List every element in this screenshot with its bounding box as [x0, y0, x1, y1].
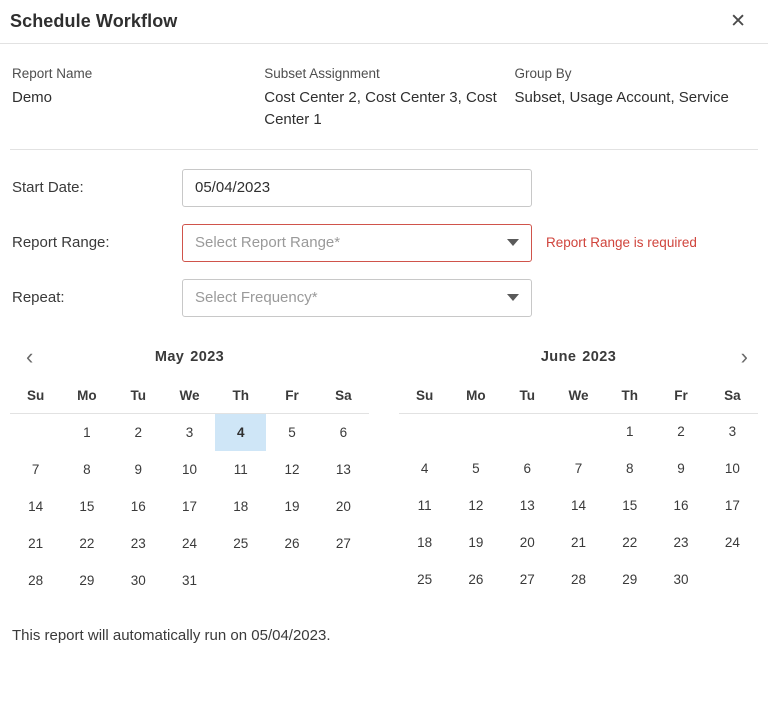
calendar-week-row — [399, 413, 758, 450]
calendar-week-row — [399, 524, 758, 561]
calendar-right-body — [399, 413, 758, 598]
calendar-week-row — [10, 451, 369, 488]
repeat-label: Repeat: — [12, 289, 65, 306]
summary-report-name — [10, 66, 264, 131]
calendar-day[interactable]: 13 — [335, 461, 351, 477]
calendar-day[interactable]: 28 — [28, 572, 44, 588]
calendar-day[interactable]: 22 — [622, 535, 638, 550]
report-range-label: Report Range: — [12, 234, 110, 251]
calendar-day[interactable]: 15 — [79, 498, 95, 514]
calendar-day[interactable]: 2 — [134, 424, 142, 440]
calendar-day[interactable]: 14 — [28, 498, 44, 514]
calendar-week-row — [10, 413, 369, 451]
calendar-day[interactable]: 26 — [284, 535, 300, 551]
start-date-input[interactable] — [182, 169, 532, 207]
calendar-empty-cell — [450, 413, 501, 450]
weekday-header: Th — [604, 378, 655, 414]
calendar-week-row — [10, 562, 369, 599]
calendar-day[interactable]: 10 — [724, 461, 740, 476]
calendar-left — [10, 336, 369, 599]
calendar-left-body — [10, 413, 369, 599]
calendar-day[interactable]: 16 — [673, 498, 689, 513]
calendar-day[interactable]: 31 — [181, 572, 197, 588]
chevron-right-icon[interactable]: › — [740, 343, 748, 369]
calendar-left-month: May — [154, 348, 185, 365]
calendar-day[interactable]: 25 — [233, 535, 249, 551]
calendar-empty-cell — [10, 413, 61, 451]
calendar-day[interactable]: 19 — [468, 535, 484, 550]
calendar-day[interactable]: 30 — [673, 572, 689, 587]
calendar-day[interactable]: 27 — [519, 572, 535, 587]
calendar-day[interactable]: 29 — [79, 572, 95, 588]
start-date-row — [10, 168, 758, 208]
calendar-day-selected[interactable] — [215, 413, 266, 451]
summary-subset-assignment — [264, 66, 514, 131]
weekday-header: Su — [10, 378, 61, 414]
calendar-day[interactable]: 7 — [574, 461, 583, 476]
chevron-left-icon[interactable]: ‹ — [26, 343, 34, 369]
calendar-left-weekday-row — [10, 378, 369, 414]
calendar-empty-cell — [399, 413, 450, 450]
calendar-day[interactable]: 7 — [31, 461, 40, 477]
calendar-right — [399, 336, 758, 599]
calendar-day[interactable]: 11 — [233, 461, 248, 477]
calendar-day[interactable]: 24 — [181, 535, 197, 551]
group-by-value: Subset, Usage Account, Service — [514, 89, 729, 106]
calendar-right-year: 2023 — [582, 348, 617, 365]
calendar-day[interactable]: 25 — [417, 572, 433, 587]
report-name-value: Demo — [12, 89, 53, 106]
calendar-day[interactable]: 6 — [339, 424, 348, 440]
report-range-placeholder: Select Report Range* — [195, 234, 341, 251]
weekday-header: We — [164, 378, 215, 414]
calendar-day[interactable]: 3 — [728, 424, 737, 440]
weekday-header: Sa — [318, 378, 369, 414]
report-summary — [10, 44, 758, 150]
calendar-day[interactable]: 23 — [673, 535, 689, 550]
calendar-day[interactable]: 15 — [622, 498, 638, 513]
calendar-day[interactable]: 27 — [335, 535, 351, 551]
report-range-error: Report Range is required — [546, 235, 697, 250]
calendar-week-row — [10, 488, 369, 525]
report-range-row — [10, 223, 758, 263]
calendar-empty-cell — [707, 561, 758, 598]
weekday-header: Fr — [266, 378, 317, 414]
calendar-right-header — [399, 336, 758, 378]
calendar-day-label: 4 — [215, 414, 266, 451]
calendar-day[interactable]: 28 — [570, 572, 586, 587]
calendar-empty-cell — [502, 413, 553, 450]
group-by-label: Group By — [514, 66, 572, 81]
schedule-form — [10, 150, 758, 318]
weekday-header: Tu — [502, 378, 553, 414]
weekday-header: We — [553, 378, 604, 414]
calendar-day[interactable]: 8 — [626, 461, 634, 476]
weekday-header: Th — [215, 378, 266, 414]
calendar-day[interactable]: 14 — [570, 498, 586, 513]
calendar-day[interactable]: 4 — [420, 461, 429, 476]
calendar-empty-cell — [553, 413, 604, 450]
schedule-note: This report will automatically run on 05/04/2023. — [12, 626, 331, 644]
close-icon[interactable]: ✕ — [726, 10, 750, 33]
weekday-header: Sa — [707, 378, 758, 414]
subset-assignment-label: Subset Assignment — [264, 66, 380, 81]
calendar-left-title — [155, 349, 224, 365]
calendar-week-row — [399, 487, 758, 524]
summary-group-by — [515, 66, 758, 131]
calendar-day[interactable]: 6 — [523, 461, 531, 476]
calendar-day[interactable]: 12 — [284, 461, 300, 477]
calendar-right-weekday-row — [399, 378, 758, 414]
page-title: Schedule Workflow — [10, 11, 178, 31]
calendar-day[interactable]: 12 — [468, 498, 484, 513]
calendar-day[interactable]: 9 — [677, 461, 685, 476]
calendar-empty-cell — [215, 562, 266, 599]
calendar-pair — [10, 336, 758, 605]
calendar-empty-cell — [318, 562, 369, 599]
calendar-day[interactable]: 5 — [472, 461, 480, 476]
chevron-down-icon — [507, 294, 519, 301]
report-name-label: Report Name — [12, 66, 93, 81]
calendar-left-table — [10, 378, 369, 599]
calendar-day[interactable]: 18 — [233, 498, 249, 514]
calendar-day[interactable]: 24 — [724, 535, 740, 550]
calendar-empty-cell — [266, 562, 317, 599]
repeat-frequency-placeholder: Select Frequency* — [195, 289, 318, 306]
calendar-week-row — [10, 525, 369, 562]
calendar-day[interactable]: 13 — [519, 498, 535, 513]
calendar-week-row — [399, 450, 758, 487]
calendar-day[interactable]: 23 — [130, 535, 146, 551]
repeat-frequency-select[interactable] — [182, 279, 532, 317]
calendar-day[interactable]: 29 — [622, 572, 638, 587]
chevron-down-icon — [507, 239, 519, 246]
calendar-day[interactable]: 30 — [130, 572, 146, 588]
calendar-day[interactable]: 18 — [417, 535, 433, 550]
calendar-day[interactable]: 26 — [468, 572, 484, 587]
calendar-day[interactable]: 9 — [134, 461, 142, 477]
calendar-day[interactable]: 5 — [288, 424, 296, 440]
calendar-right-title — [541, 349, 616, 365]
calendar-day[interactable]: 20 — [519, 535, 535, 550]
dialog-header — [0, 0, 768, 44]
calendar-right-table — [399, 378, 758, 599]
weekday-header: Fr — [655, 378, 706, 414]
calendar-left-year: 2023 — [190, 348, 225, 365]
weekday-header: Tu — [113, 378, 164, 414]
calendar-day[interactable]: 20 — [335, 498, 351, 514]
repeat-row — [10, 278, 758, 318]
calendar-left-header — [10, 336, 369, 378]
calendar-week-row — [399, 561, 758, 598]
start-date-label: Start Date: — [12, 179, 84, 196]
subset-assignment-value: Cost Center 2, Cost Center 3, Cost Center 1 — [264, 89, 497, 128]
calendar-right-month: June — [540, 348, 577, 365]
calendar-day[interactable]: 17 — [181, 498, 197, 514]
calendar-day[interactable]: 16 — [130, 498, 146, 514]
weekday-header: Su — [399, 378, 450, 414]
calendar-day[interactable]: 3 — [185, 424, 194, 440]
calendar-day[interactable]: 1 — [626, 424, 634, 440]
weekday-header: Mo — [61, 378, 112, 414]
calendar-day[interactable]: 8 — [83, 461, 91, 477]
report-range-select[interactable] — [182, 224, 532, 262]
calendar-day[interactable]: 2 — [677, 424, 685, 440]
calendar-day[interactable]: 21 — [28, 535, 44, 551]
calendar-day[interactable]: 21 — [570, 535, 586, 550]
calendar-day[interactable]: 22 — [79, 535, 95, 551]
weekday-header: Mo — [450, 378, 501, 414]
calendar-day[interactable]: 11 — [417, 498, 432, 513]
calendar-day[interactable]: 1 — [83, 424, 91, 440]
calendar-day[interactable]: 19 — [284, 498, 300, 514]
calendar-day[interactable]: 17 — [724, 498, 740, 513]
calendar-day[interactable]: 10 — [181, 461, 197, 477]
